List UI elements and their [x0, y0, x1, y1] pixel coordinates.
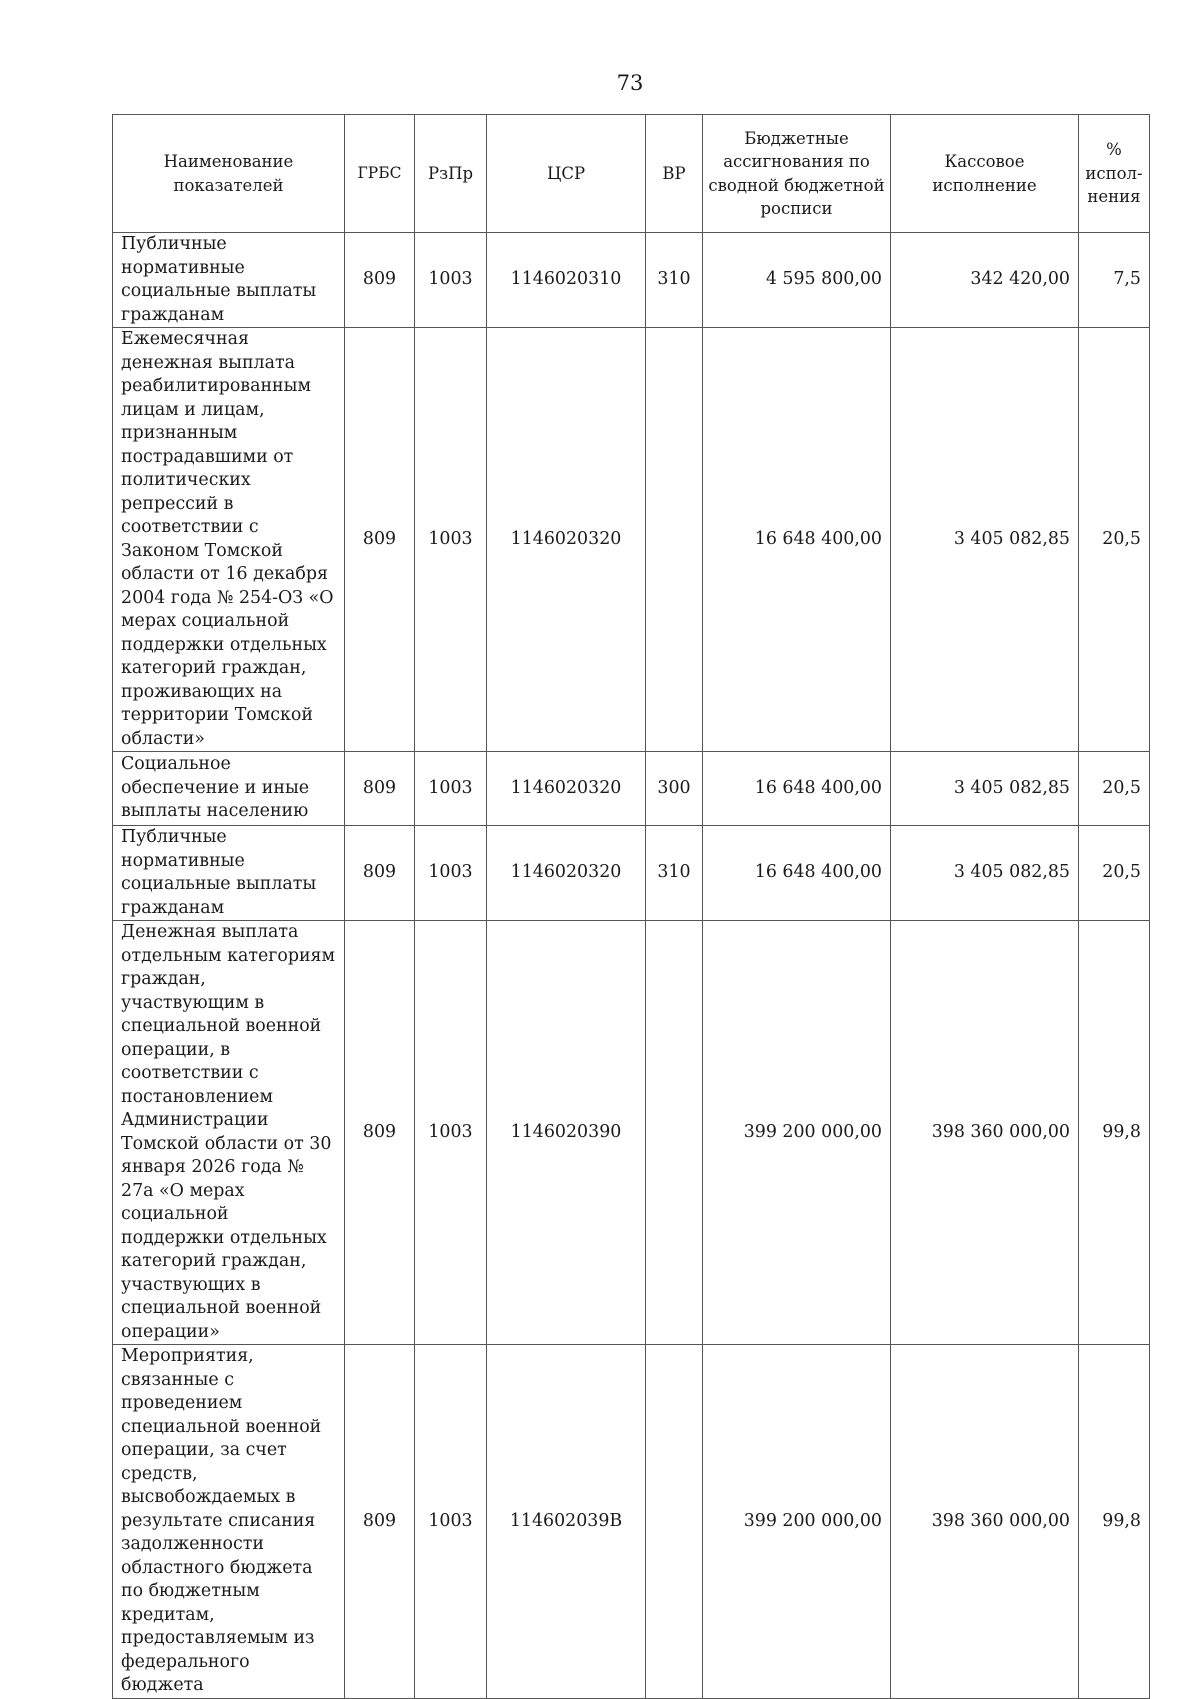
row-rzpr: 1003 — [415, 752, 487, 826]
header-csr: ЦСР — [487, 115, 646, 233]
row-cash: 3 405 082,85 — [891, 826, 1079, 921]
row-percent: 20,5 — [1079, 826, 1150, 921]
row-name: Мероприятия, связанные с проведением специальной военной операции, за счет средств, высвобождаемых в результате списания задолженности областного бюджета по бюджетным кредитам, предоставляемым из федерального бюджета — [113, 1345, 345, 1699]
row-percent: 99,8 — [1079, 1345, 1150, 1699]
row-cash: 398 360 000,00 — [891, 1345, 1079, 1699]
row-budget: 399 200 000,00 — [703, 1345, 891, 1699]
row-csr: 1146020320 — [487, 826, 646, 921]
row-budget: 16 648 400,00 — [703, 826, 891, 921]
row-name: Публичные нормативные социальные выплаты гражданам — [113, 233, 345, 328]
row-rzpr: 1003 — [415, 921, 487, 1345]
row-budget: 16 648 400,00 — [703, 328, 891, 752]
row-grbs: 809 — [345, 921, 415, 1345]
row-rzpr: 1003 — [415, 328, 487, 752]
row-vr — [646, 328, 703, 752]
row-budget: 4 595 800,00 — [703, 233, 891, 328]
table-row — [113, 328, 1150, 752]
table-row — [113, 1345, 1150, 1699]
row-vr — [646, 1345, 703, 1699]
row-vr: 310 — [646, 826, 703, 921]
row-grbs: 809 — [345, 1345, 415, 1699]
row-percent: 99,8 — [1079, 921, 1150, 1345]
row-percent: 20,5 — [1079, 328, 1150, 752]
row-name: Социальное обеспечение и иные выплаты населению — [113, 752, 345, 826]
table-row — [113, 921, 1150, 1345]
row-csr: 1146020320 — [487, 328, 646, 752]
table-header-row — [113, 115, 1150, 233]
row-rzpr: 1003 — [415, 826, 487, 921]
header-budget: Бюджетные ассигнования по сводной бюджетной росписи — [703, 115, 891, 233]
row-budget: 399 200 000,00 — [703, 921, 891, 1345]
header-rzpr: РзПр — [415, 115, 487, 233]
row-rzpr: 1003 — [415, 233, 487, 328]
row-grbs: 809 — [345, 328, 415, 752]
page-number: 73 — [616, 71, 644, 95]
row-grbs: 809 — [345, 826, 415, 921]
row-csr: 1146020310 — [487, 233, 646, 328]
row-percent: 7,5 — [1079, 233, 1150, 328]
header-cash: Кассовое исполнение — [891, 115, 1079, 233]
row-cash: 342 420,00 — [891, 233, 1079, 328]
row-vr: 300 — [646, 752, 703, 826]
row-csr: 114602039В — [487, 1345, 646, 1699]
row-name: Денежная выплата отдельным категориям граждан, участвующим в специальной военной операции, в соответствии с постановлением Администрации Томской области от 30 января 2026 года № 27а «О мерах социальной поддержки отдельных категорий граждан, участвующих в специальной военной операции» — [113, 921, 345, 1345]
row-grbs: 809 — [345, 752, 415, 826]
row-vr: 310 — [646, 233, 703, 328]
row-cash: 398 360 000,00 — [891, 921, 1079, 1345]
header-percent: % испол- нения — [1079, 115, 1150, 233]
row-csr: 1146020390 — [487, 921, 646, 1345]
row-grbs: 809 — [345, 233, 415, 328]
row-rzpr: 1003 — [415, 1345, 487, 1699]
header-vr: ВР — [646, 115, 703, 233]
header-grbs: ГРБС — [345, 115, 415, 233]
row-vr — [646, 921, 703, 1345]
row-percent: 20,5 — [1079, 752, 1150, 826]
budget-execution-table — [112, 114, 1150, 1699]
row-name: Ежемесячная денежная выплата реабилитированным лицам и лицам, признанным пострадавшими от политических репрессий в соответствии с Законом Томской области от 16 декабря 2004 года № 254-ОЗ «О мерах социальной поддержки отдельных категорий граждан, проживающих на территории Томской области» — [113, 328, 345, 752]
row-name: Публичные нормативные социальные выплаты гражданам — [113, 826, 345, 921]
row-csr: 1146020320 — [487, 752, 646, 826]
table-row — [113, 826, 1150, 921]
table-row — [113, 752, 1150, 826]
row-cash: 3 405 082,85 — [891, 328, 1079, 752]
header-name: Наименование показателей — [113, 115, 345, 233]
row-cash: 3 405 082,85 — [891, 752, 1079, 826]
table-row — [113, 233, 1150, 328]
row-budget: 16 648 400,00 — [703, 752, 891, 826]
